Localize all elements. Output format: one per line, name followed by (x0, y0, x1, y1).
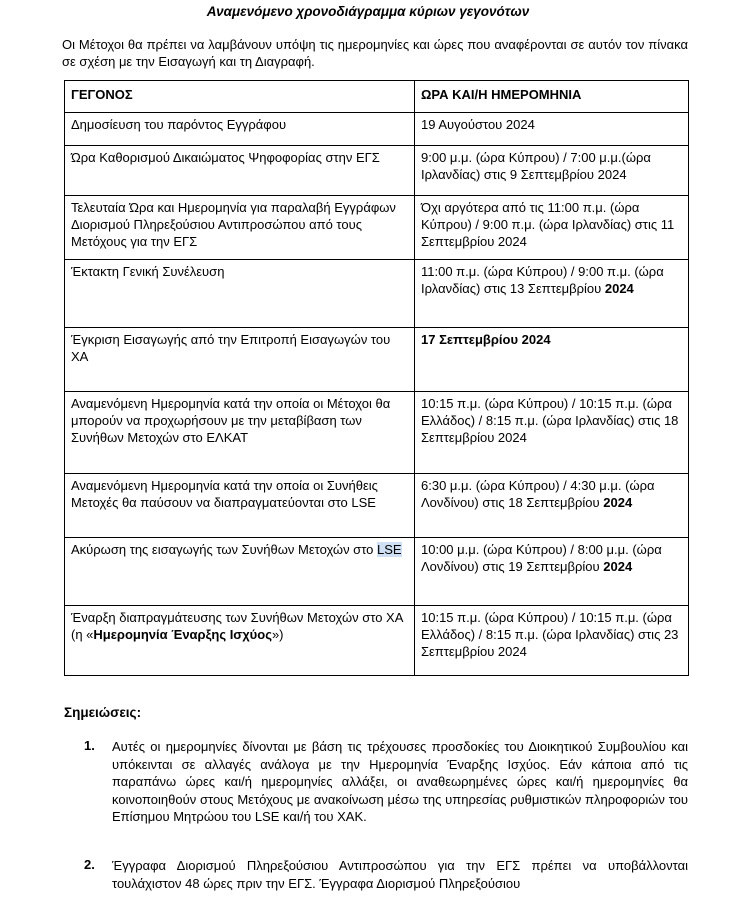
document-title: Αναμενόμενο χρονοδιάγραμμα κύριων γεγονότων (206, 4, 530, 19)
table-row (65, 474, 689, 538)
time-text: 9:00 μ.μ. (ώρα Κύπρου) / 7:00 μ.μ.(ώρα Ιρλανδίας) στις 9 Σεπτεμβρίου 2024 (421, 150, 651, 182)
note-number: 2. (84, 857, 95, 872)
date-text: 17 Σεπτεμβρίου 2024 (421, 332, 551, 347)
time-cell (415, 328, 689, 392)
defined-term: Ημερομηνία Έναρξης Ισχύος (93, 627, 272, 642)
year-text: 2024 (604, 281, 634, 296)
time-cell (415, 146, 689, 196)
header-event: ΓΕΓΟΝΟΣ (65, 81, 415, 113)
year-text: 2024 (603, 559, 633, 574)
event-text: Ακύρωση της εισαγωγής των Συνήθων Μετοχών στο (71, 542, 378, 557)
table-row (65, 196, 689, 260)
event-cell: Δημοσίευση του παρόντος Εγγράφου (65, 113, 415, 146)
event-cell (65, 606, 415, 676)
notes-heading: Σημειώσεις: (64, 705, 142, 720)
table-row (65, 538, 689, 606)
table-row (65, 146, 689, 196)
time-cell (415, 606, 689, 676)
event-cell: Ώρα Καθορισμού Δικαιώματος Ψηφοφορίας στην ΕΓΣ (65, 146, 415, 196)
note-number: 1. (84, 738, 95, 753)
time-text: 6:30 μ.μ. (ώρα Κύπρου) / 4:30 μ.μ. (ώρα Λονδίνου) στις 18 Σεπτεμβρίου (421, 478, 655, 510)
event-cell: Τελευταία Ώρα και Ημερομηνία για παραλαβή Εγγράφων Διορισμού Πληρεξούσιου Αντιπροσώπου από τους Μετόχους για την ΕΓΣ (65, 196, 415, 260)
intro-paragraph: Οι Μέτοχοι θα πρέπει να λαμβάνουν υπόψη τις ημερομηνίες και ώρες που αναφέρονται σε αυτόν τον πίνακα σε σχέση με την Εισαγωγή και τη Διαγραφή. (62, 37, 688, 69)
time-text: 19 Αυγούστου 2024 (421, 117, 535, 132)
table-row (65, 606, 689, 676)
table-row (65, 328, 689, 392)
time-cell (415, 196, 689, 260)
event-cell: Αναμενόμενη Ημερομηνία κατά την οποία οι Μέτοχοι θα μπορούν να προχωρήσουν με την μεταβίβαση των Συνήθων Μετοχών στο ΕΛΚΑΤ (65, 392, 415, 474)
table-row (65, 113, 689, 146)
event-cell: Έγκριση Εισαγωγής από την Επιτροπή Εισαγωγών του ΧΑ (65, 328, 415, 392)
note-text: Έγγραφα Διορισμού Πληρεξούσιου Αντιπροσώπου για την ΕΓΣ πρέπει να υποβάλλονται τουλάχιστον 48 ώρες πριν την ΕΓΣ. Έγγραφα Διορισμού Πληρεξούσιου (112, 858, 688, 891)
event-text-end: ») (271, 627, 284, 642)
table-row (65, 260, 689, 328)
time-cell (415, 260, 689, 328)
time-cell (415, 113, 689, 146)
time-cell (415, 538, 689, 606)
time-text: 10:00 μ.μ. (ώρα Κύπρου) / 8:00 μ.μ. (ώρα Λονδίνου) στις 19 Σεπτεμβρίου (421, 542, 662, 574)
event-cell: Αναμενόμενη Ημερομηνία κατά την οποία οι Συνήθεις Μετοχές θα παύσουν να διαπραγματεύονται στο LSE (65, 474, 415, 538)
time-text: 10:15 π.μ. (ώρα Κύπρου) / 10:15 π.μ. (ώρα Ελλάδος) / 8:15 π.μ. (ώρα Ιρλανδίας) στις 18 Σεπτεμβρίου 2024 (421, 396, 679, 445)
note-item (84, 857, 688, 892)
event-cell: Έκτακτη Γενική Συνέλευση (65, 260, 415, 328)
schedule-table (64, 80, 689, 676)
year-text: 2024 (603, 495, 633, 510)
event-text: Έναρξη διαπραγμάτευσης των Συνήθων Μετοχών στο ΧΑ (η « (71, 610, 403, 642)
table-header-row (65, 81, 689, 113)
time-text: 11:00 π.μ. (ώρα Κύπρου) / 9:00 π.μ. (ώρα Ιρλανδίας) στις 13 Σεπτεμβρίου (421, 264, 664, 296)
event-cell (65, 538, 415, 606)
header-time-date: ΩΡΑ ΚΑΙ/Η ΗΜΕΡΟΜΗΝΙΑ (415, 81, 689, 113)
note-item (84, 738, 688, 826)
time-cell (415, 474, 689, 538)
highlighted-text: LSE (377, 542, 402, 557)
time-text: Όχι αργότερα από τις 11:00 π.μ. (ώρα Κύπρου) / 9:00 π.μ. (ώρα Ιρλανδίας) στις 11 Σεπτεμβρίου 2024 (421, 200, 675, 249)
table-row (65, 392, 689, 474)
time-text: 10:15 π.μ. (ώρα Κύπρου) / 10:15 π.μ. (ώρα Ελλάδος) / 8:15 π.μ. (ώρα Ιρλανδίας) στις 23 Σεπτεμβρίου 2024 (421, 610, 679, 659)
time-cell (415, 392, 689, 474)
note-text: Αυτές οι ημερομηνίες δίνονται με βάση τις τρέχουσες προσδοκίες του Διοικητικού Συμβουλίου και υπόκεινται σε αλλαγές ανάλογα με την Ημερομηνία Έναρξης Ισχύος. Εάν κάποια από τις παραπάνω ώρες και/ή ημερομηνίες αλλάξει, οι αναθεωρημένες ώρες και/ή ημερομηνίες θα κοινοποιηθούν στους Μετόχους με ανακοίνωση μέσω της υπηρεσίας ρυθμιστικών πληροφοριών του Επίσημου Μητρώου του LSE και/ή του ΧΑΚ. (112, 739, 688, 824)
